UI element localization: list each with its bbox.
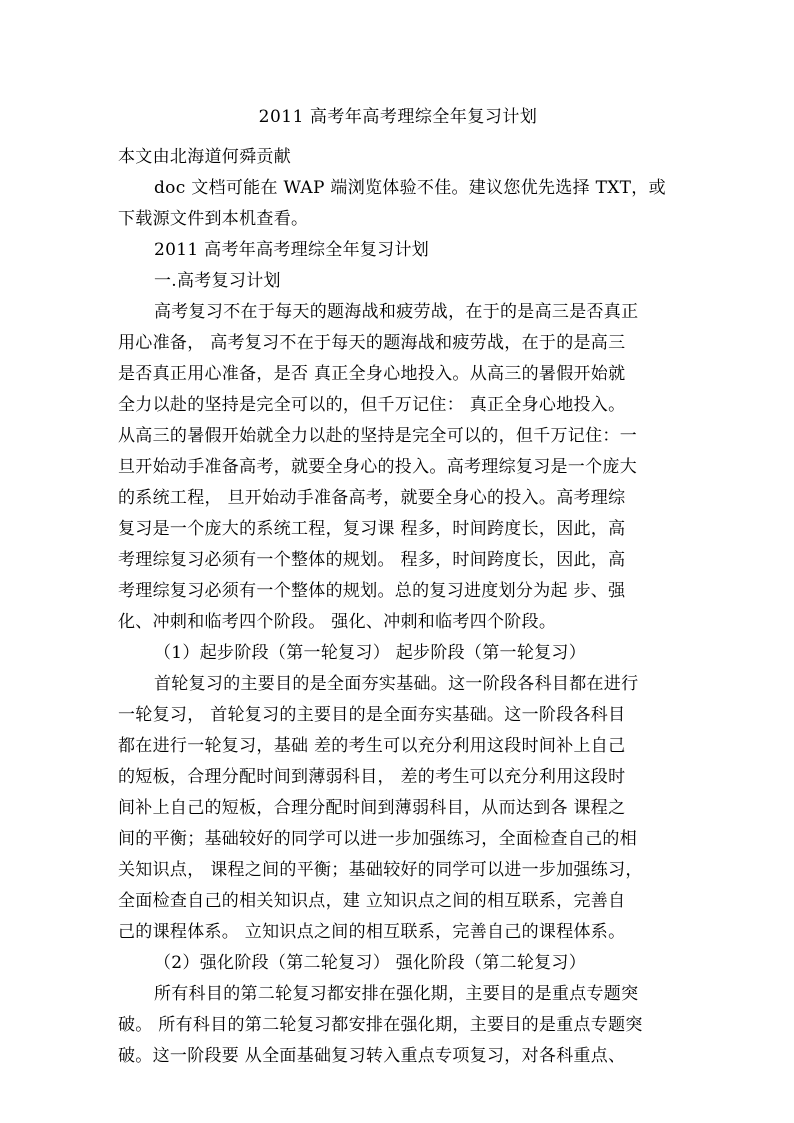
text-line: （2）强化阶段（第二轮复习） 强化阶段（第二轮复习） [154, 953, 587, 973]
text-line: 首轮复习的主要目的是全面夯实基础。这一阶段各科目都在进行 [154, 674, 639, 694]
text-line: 间补上自己的短板，合理分配时间到薄弱科目，从而达到各 课程之 [118, 798, 626, 818]
text-line: 己的课程体系。 立知识点之间的相互联系，完善自己的课程体系。 [118, 922, 626, 942]
text-line: 间的平衡；基础较好的同学可以进一步加强练习，全面检查自己的相 [118, 829, 637, 849]
text-line: 高考复习不在于每天的题海战和疲劳战，在于的是高三是否真正 [154, 302, 639, 322]
text-line: 旦开始动手准备高考，就要全身心的投入。高考理综复习是一个庞大 [118, 457, 637, 477]
text-line: 用心准备， 高考复习不在于每天的题海战和疲劳战，在于的是高三 [118, 333, 626, 353]
text-line: 的系统工程， 旦开始动手准备高考，就要全身心的投入。高考理综 [118, 488, 626, 508]
document-body [118, 142, 678, 1072]
text-line: 考理综复习必须有一个整体的规划。总的复习进度划分为起 步、强 [118, 581, 626, 601]
text-line: 下载源文件到本机查看。 [118, 209, 309, 229]
text-line: （1）起步阶段（第一轮复习） 起步阶段（第一轮复习） [154, 643, 587, 663]
text-line: 破。这一阶段要 从全面基础复习转入重点专项复习，对各科重点、 [118, 1046, 626, 1066]
text-line: 一轮复习， 首轮复习的主要目的是全面夯实基础。这一阶段各科目 [118, 705, 626, 725]
text-line: 全力以赴的坚持是完全可以的，但千万记住： 真正全身心地投入。 [118, 395, 626, 415]
text-line: 考理综复习必须有一个整体的规划。 程多，时间跨度长，因此，高 [118, 550, 626, 570]
text-line: 本文由北海道何舜贡献 [118, 147, 291, 167]
text-line: 是否真正用心准备，是否 真正全身心地投入。从高三的暑假开始就 [118, 364, 626, 384]
text-line: 都在进行一轮复习，基础 差的考生可以充分利用这段时间补上自己 [118, 736, 626, 756]
text-line: 从高三的暑假开始就全力以赴的坚持是完全可以的，但千万记住：一 [118, 426, 637, 446]
text-line: doc 文档可能在 WAP 端浏览体验不佳。建议您优先选择 TXT，或 [154, 178, 666, 198]
text-line: 复习是一个庞大的系统工程，复习课 程多，时间跨度长，因此，高 [118, 519, 626, 539]
document-title: 2011 高考年高考理综全年复习计划 [258, 107, 538, 127]
text-line: 所有科目的第二轮复习都安排在强化期，主要目的是重点专题突 [154, 984, 639, 1004]
text-line: 关知识点， 课程之间的平衡；基础较好的同学可以进一步加强练习， [118, 860, 643, 880]
text-line: 2011 高考年高考理综全年复习计划 [154, 240, 430, 260]
document-page [118, 0, 678, 1072]
text-line: 的短板，合理分配时间到薄弱科目， 差的考生可以充分利用这段时 [118, 767, 626, 787]
text-line: 全面检查自己的相关知识点，建 立知识点之间的相互联系，完善自 [118, 891, 626, 911]
text-line: 一.高考复习计划 [154, 271, 281, 291]
text-line: 破。 所有科目的第二轮复习都安排在强化期，主要目的是重点专题突 [118, 1015, 643, 1035]
text-line: 化、冲刺和临考四个阶段。 强化、冲刺和临考四个阶段。 [118, 612, 557, 632]
